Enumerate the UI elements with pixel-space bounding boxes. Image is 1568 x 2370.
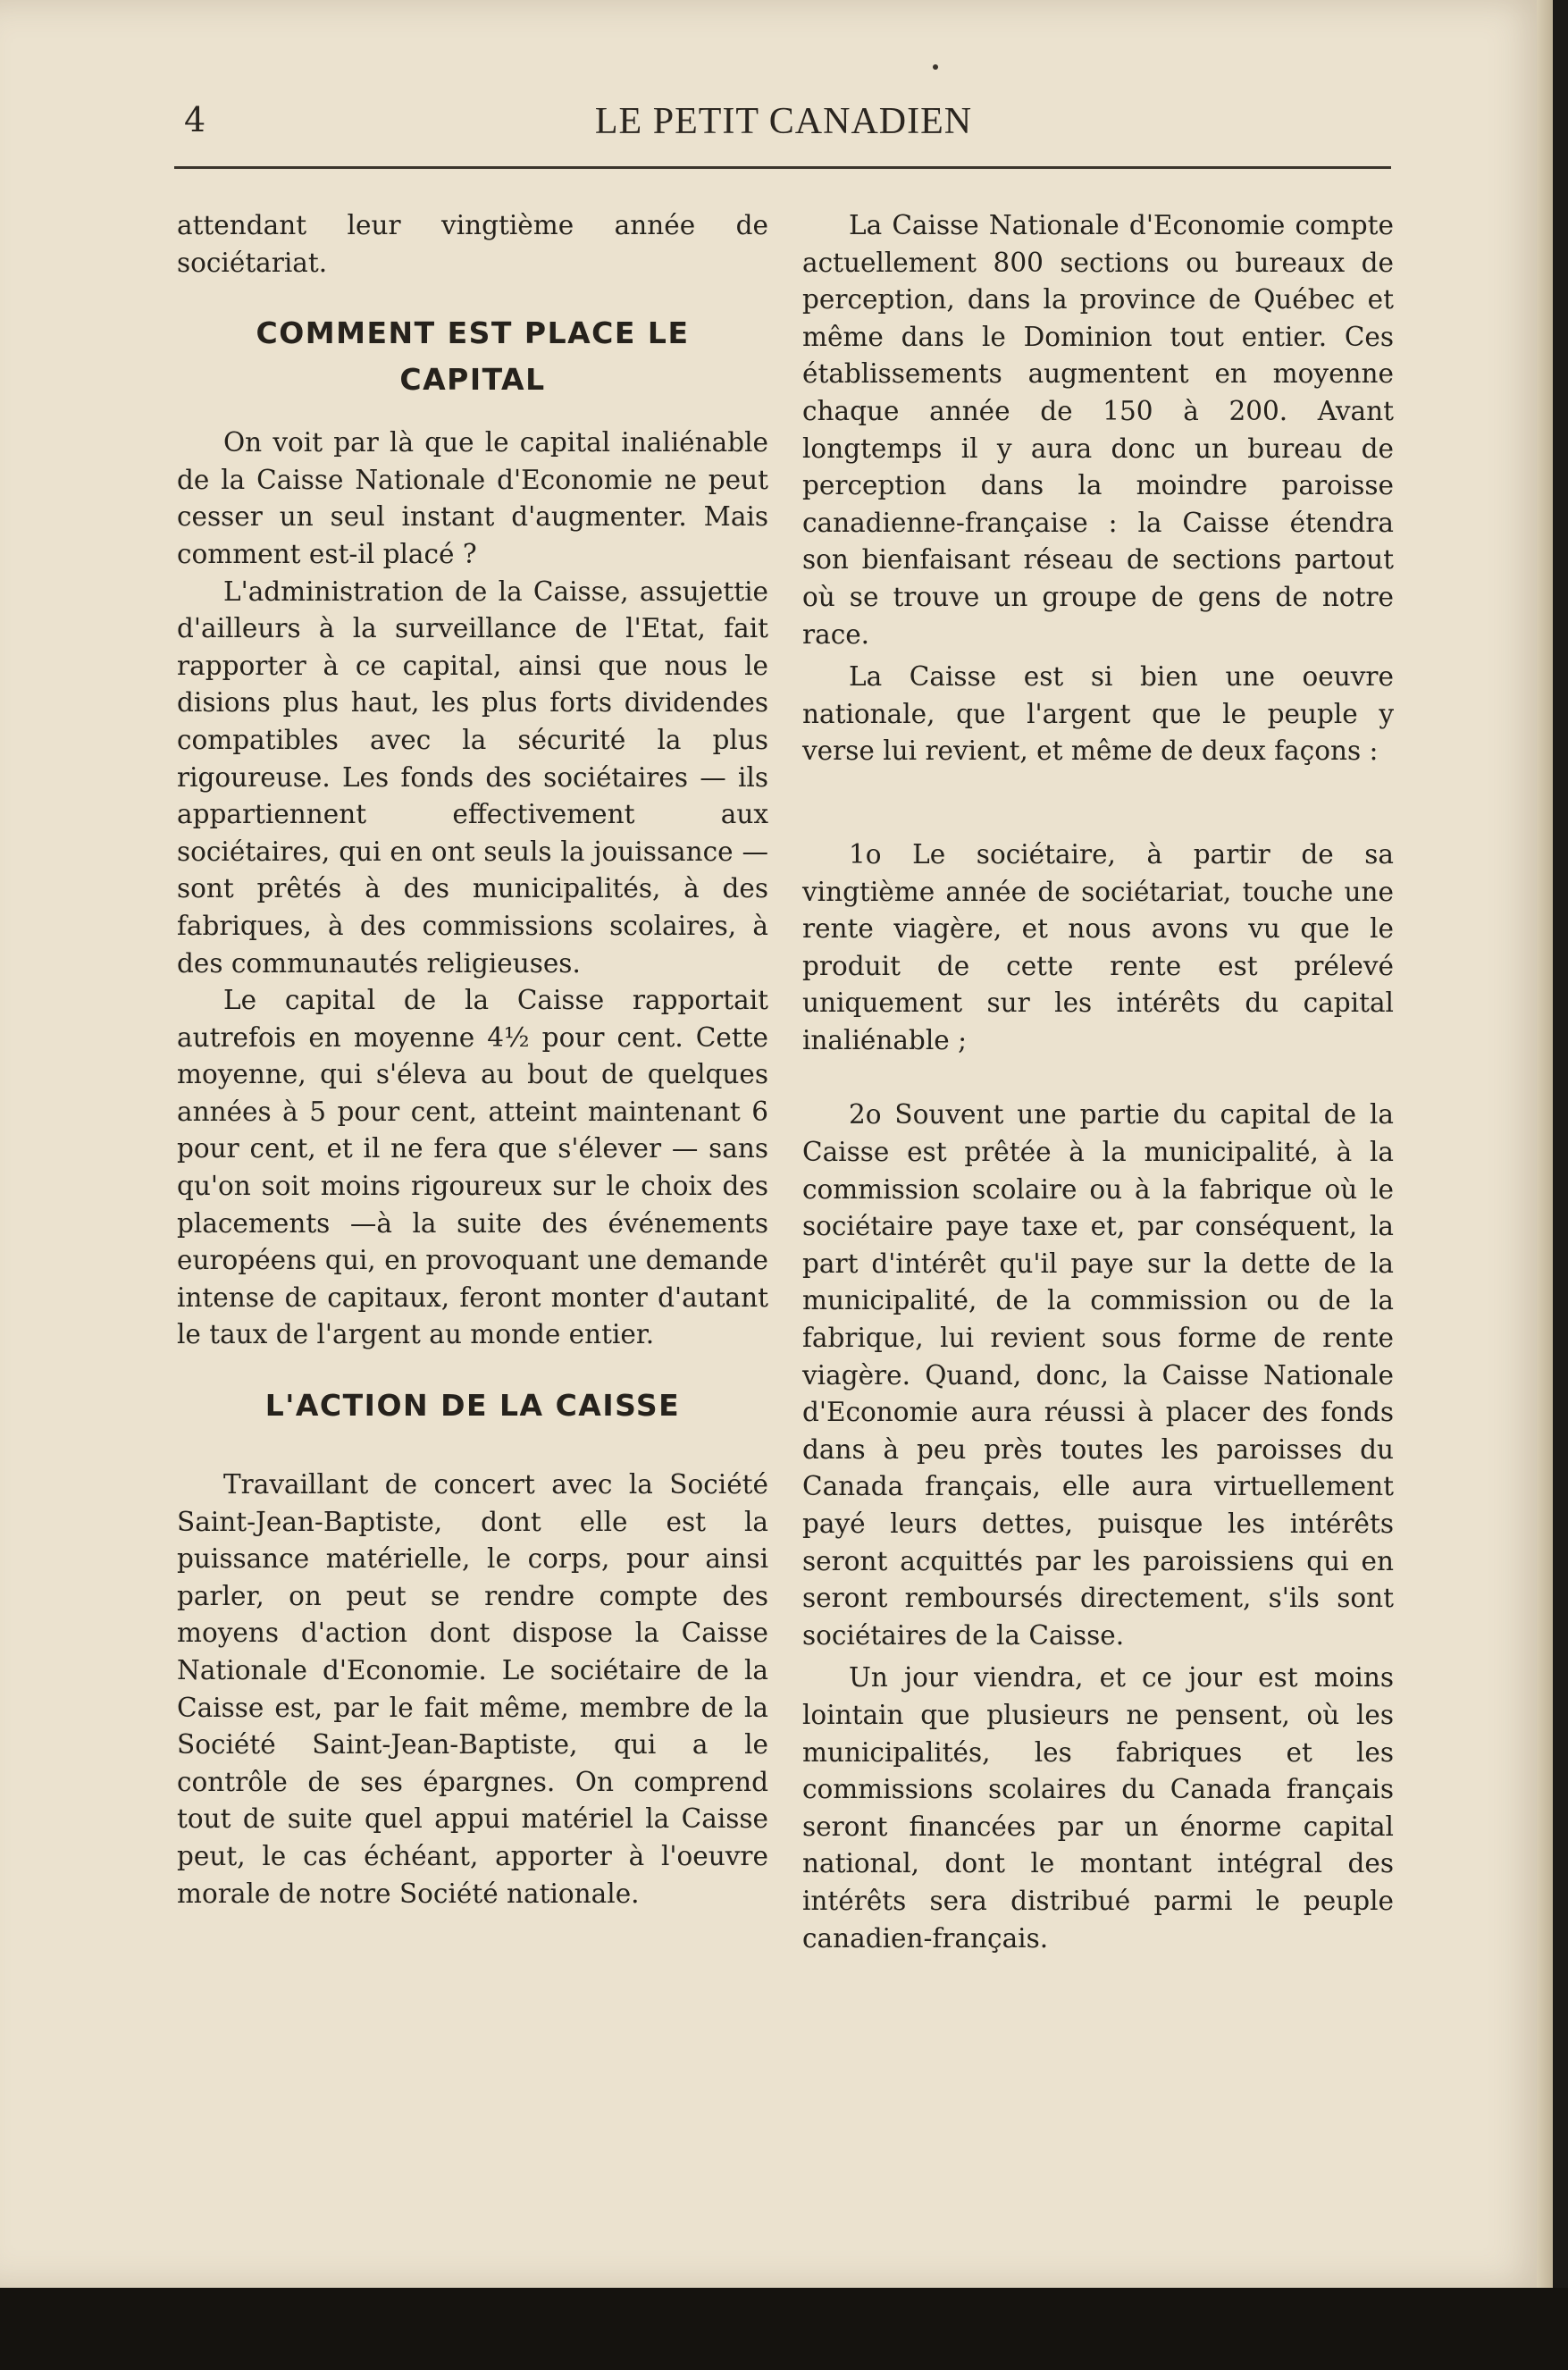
right-column — [802, 207, 1394, 1957]
list-item: 2o Souvent une partie du capital de la Caisse est prêtée à la municipalité, à la commission scolaire ou à la fabrique où le sociétaire paye taxe et, par conséquent, la part d'intérêt qu'il paye sur la dette de la municipalité, de la commission ou de la fabrique, lui revient sous forme de rente viagère. Quand, donc, la Caisse Nationale d'Economie aura réussi à placer des fonds dans à peu près toutes les paroisses du Canada français, elle aura virtuellement payé leurs dettes, puisque les intérêts seront acquittés par les paroissiens qui en seront remboursés directement, s'ils sont sociétaires de la Caisse. — [802, 1099, 1394, 1651]
section-heading: L'ACTION DE LA CAISSE — [264, 1388, 681, 1424]
binding-edge — [1537, 0, 1553, 2288]
paragraph: attendant leur vingtième année de sociétariat. — [177, 210, 768, 278]
running-title: LE PETIT CANADIEN — [594, 101, 973, 142]
paragraph: On voit par là que le capital inaliénable de la Caisse Nationale d'Economie ne peut cesser un seul instant d'augmenter. Mais comment est-il placé ? — [177, 427, 768, 569]
left-column — [177, 207, 768, 1912]
paragraph: Travaillant de concert avec la Société Saint-Jean-Baptiste, dont elle est la puissance matérielle, le corps, pour ainsi parler, on peut se rendre compte des moyens d'action dont dispose la Caisse Nationale d'Economie. Le sociétaire de la Caisse est, par le fait même, membre de la Société Saint-Jean-Baptiste, qui a le contrôle de ses épargnes. On comprend tout de suite quel appui matériel la Caisse peut, le cas échéant, apporter à l'oeuvre morale de notre Société nationale. — [177, 1469, 768, 1909]
paragraph: La Caisse Nationale d'Economie compte actuellement 800 sections ou bureaux de perception, dans la province de Québec et même dans le Dominion tout entier. Ces établissements augmentent en moyenne chaque année de 150 à 200. Avant longtemps il y aura donc un bureau de perception dans la moindre paroisse canadienne-française : la Caisse étendra son bienfaisant réseau de sections partout où se trouve un groupe de gens de notre race. — [802, 210, 1394, 650]
section-heading: COMMENT EST PLACE LE CAPITAL — [256, 315, 690, 398]
page-header — [177, 97, 1390, 150]
print-speck — [933, 64, 938, 70]
paragraph: Le capital de la Caisse rapportait autrefois en moyenne 4½ pour cent. Cette moyenne, qui s'éleva au bout de quelques années à 5 pour cent, atteint maintenant 6 pour cent, et il ne fera que s'élever — sans qu'on soit moins rigoureux sur le choix des placements —à la suite des événements européens qui, en provoquant une demande intense de capitaux, feront monter d'autant le taux de l'argent au monde entier. — [177, 985, 768, 1350]
page-number: 4 — [184, 100, 206, 139]
paragraph: L'administration de la Caisse, assujettie d'ailleurs à la surveillance de l'Etat, fait rapporter à ce capital, ainsi que nous le disions plus haut, les plus forts dividendes compatibles avec la sécurité la plus rigoureuse. Les fonds des sociétaires — ils appartiennent effectivement aux sociétaires, qui en ont seuls la jouissance — sont prêtés à des municipalités, à des fabriques, à des commissions scolaires, à des communautés religieuses. — [177, 576, 768, 979]
list-item: 1o Le sociétaire, à partir de sa vingtième année de sociétariat, touche une rente viagère, et nous avons vu que le produit de cette rente est prélevé uniquement sur les intérêts du capital inaliénable ; — [802, 838, 1394, 1055]
scan-background — [0, 2288, 1568, 2370]
header-rule — [174, 166, 1391, 169]
paragraph: Un jour viendra, et ce jour est moins lointain que plusieurs ne pensent, où les municipalités, les fabriques et les commissions scolaires du Canada français seront financées par un énorme capital national, dont le montant intégral des intérêts sera distribué parmi le peuple canadien-français. — [802, 1662, 1394, 1954]
paragraph: La Caisse est si bien une oeuvre nationale, que l'argent que le peuple y verse lui revient, et même de deux façons : — [802, 661, 1394, 767]
